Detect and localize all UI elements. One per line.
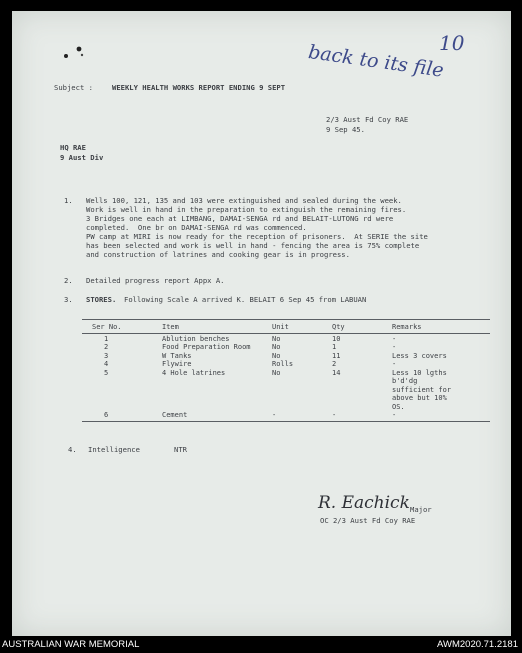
from-date: 9 Sep 45. [326, 125, 365, 134]
cell-qty: - [332, 411, 337, 419]
stores-table [92, 323, 462, 420]
para-1-body [86, 196, 428, 259]
from-unit: 2/3 Aust Fd Coy RAE [326, 115, 409, 124]
para-2-number: 2. [64, 276, 73, 285]
para-1-line: Wells 100, 121, 135 and 103 were extinguished and sealed during the week. [86, 196, 402, 205]
para-4-label: Intelligence [88, 445, 140, 454]
signature-title: OC 2/3 Aust Fd Coy RAE [320, 516, 416, 525]
cell-ser: 5 [104, 368, 109, 377]
handwritten-note: back to its file [306, 41, 445, 82]
cell-unit: No [272, 351, 281, 360]
table-row [92, 411, 462, 420]
document-page [12, 11, 511, 636]
cell-ser: 4 [104, 360, 109, 368]
para-1-line: and construction of latrines and cooking gear is in progress. [86, 250, 350, 259]
col-header: Ser No. [92, 323, 122, 331]
cell-qty: 1 [332, 343, 337, 351]
cell-remarks: Less 10 lgths b'd'dg sufficient for above but 10% OS. [392, 368, 452, 411]
table-row [92, 343, 462, 352]
cell-item: W Tanks [162, 351, 192, 360]
footer-right: AWM2020.71.2181 [437, 639, 518, 650]
cell-unit: No [272, 343, 281, 351]
punch-holes-icon [58, 41, 88, 63]
to-line-2: 9 Aust Div [60, 153, 104, 162]
para-1-line: 3 Bridges one each at LIMBANG, DAMAI-SENGA rd and BELAIT-LUTONG rd were [86, 214, 394, 223]
para-3-heading: STORES. [86, 295, 117, 304]
cell-qty: 14 [332, 368, 341, 377]
table-bottom-rule [82, 421, 490, 422]
para-1-line: completed. One br on DAMAI-SENGA rd was commenced. [86, 223, 307, 232]
col-header: Remarks [392, 323, 422, 331]
table-header-rule [82, 333, 490, 334]
cell-ser: 1 [104, 334, 109, 343]
para-1-number: 1. [64, 196, 73, 205]
cell-ser: 6 [104, 411, 109, 419]
signature-rank: Major [410, 505, 432, 514]
col-header: Item [162, 323, 179, 331]
col-header: Qty [332, 323, 345, 331]
subject-text: WEEKLY HEALTH WORKS REPORT ENDING 9 SEPT [112, 83, 286, 92]
para-3-number: 3. [64, 295, 73, 304]
cell-remarks: Less 3 covers [392, 351, 447, 360]
table-header-row [92, 323, 462, 332]
cell-ser: 3 [104, 351, 109, 360]
cell-item: Cement [162, 411, 188, 419]
cell-qty: 10 [332, 334, 341, 343]
para-1-line: Work is well in hand in the preparation to extinguish the remaining fires. [86, 205, 407, 214]
table-row [92, 352, 462, 361]
table-row [92, 369, 462, 412]
cell-remarks: - [392, 343, 397, 351]
table-row [92, 335, 462, 344]
table-row [92, 360, 462, 369]
cell-unit: No [272, 368, 281, 377]
para-1-line: PW camp at MIRI is now ready for the reception of prisoners. At SERIE the site [86, 232, 428, 241]
cell-remarks: - [392, 360, 397, 368]
col-header: Unit [272, 323, 289, 331]
cell-item: Food Preparation Room [162, 343, 251, 351]
cell-item: Ablution benches [162, 334, 230, 343]
subject-label: Subject : [54, 83, 93, 92]
table-top-rule [82, 319, 490, 320]
footer-left: AUSTRALIAN WAR MEMORIAL [2, 639, 140, 650]
cell-qty: 11 [332, 351, 341, 360]
para-4-text: NTR [174, 445, 187, 454]
para-2-text: Detailed progress report Appx A. [86, 276, 225, 285]
para-1-line: has been selected and work is well in hand - fencing the area is 75% complete [86, 241, 420, 250]
cell-remarks: - [392, 334, 397, 343]
cell-item: 4 Hole latrines [162, 368, 226, 377]
para-4-number: 4. [68, 445, 77, 454]
cell-ser: 2 [104, 343, 109, 351]
cell-item: Flywire [162, 360, 192, 368]
cell-unit: Rolls [272, 360, 294, 368]
cell-remarks: - [392, 411, 397, 419]
cell-unit: - [272, 411, 277, 419]
cell-qty: 2 [332, 360, 337, 368]
handwritten-number: 10 [439, 31, 465, 55]
signature: R. Eachick [318, 493, 410, 513]
para-3-text: Following Scale A arrived K. BELAIT 6 Sep 45 from LABUAN [124, 295, 367, 304]
cell-unit: No [272, 334, 281, 343]
to-line-1: HQ RAE [60, 143, 86, 152]
